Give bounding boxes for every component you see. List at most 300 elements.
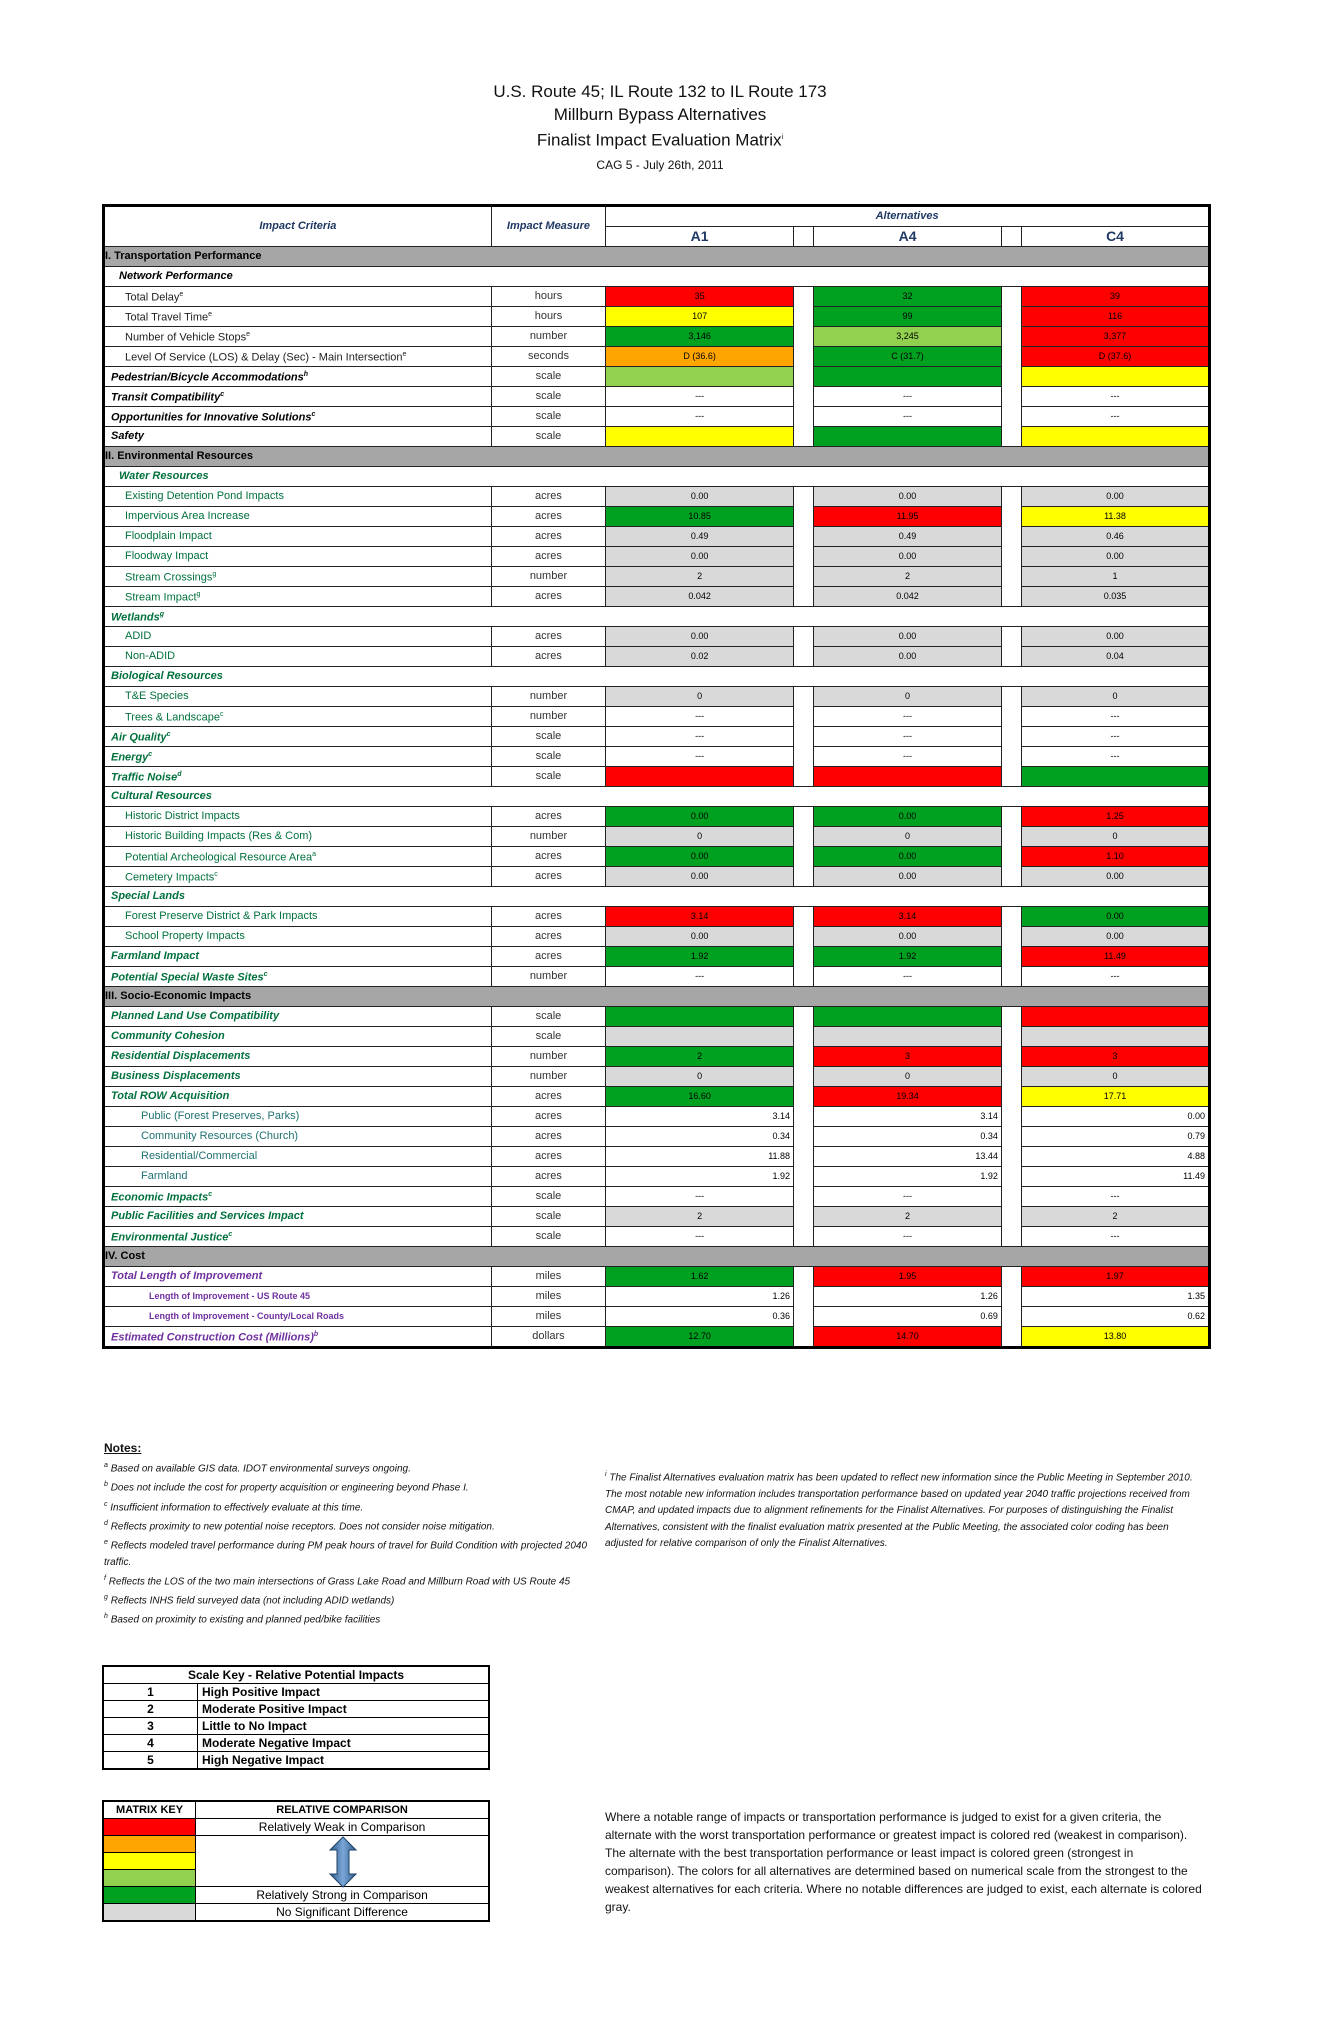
value-cell: 0.00 [1022,547,1210,567]
column-gap [794,307,814,327]
matrix-row [104,707,1210,727]
column-gap [1001,807,1021,827]
scale-key-table [102,1665,490,1770]
column-gap [794,1027,814,1047]
note-i: $^i$ The Finalist Alternatives evaluation matrix has been updated to reflect new information since the Public Meeting in September 2010. The most notable new information includes transportation performance based on updated year 2040 traffic projections received from CMAP, and updated impacts due to alignment refinements for the Finalist Alternatives. For purposes of distinguishing the Finalist Alternatives, consistent with the finalist evaluation matrix presented at the Public Meeting, the associated color coding has been adjusted for relative comparison of only the Finalist Alternatives. [605,1471,1193,1550]
double-arrow-icon [328,1836,358,1888]
matrix-key-swatch-orange [103,1836,196,1853]
value-cell: 0.00 [814,927,1002,947]
column-gap [1001,927,1021,947]
value-cell: 0.00 [606,807,794,827]
column-gap [794,867,814,887]
column-gap [1001,847,1021,867]
matrix-row [104,587,1210,607]
scale-label: High Negative Impact [198,1752,490,1770]
matrix-key-table [102,1800,490,1922]
criteria-cell: Total ROW Acquisition [104,1087,492,1107]
column-gap [1001,907,1021,927]
value-cell: 0.49 [814,527,1002,547]
matrix-row [104,607,1210,627]
measure-cell: acres [491,507,606,527]
matrix-row [104,927,1210,947]
value-cell: 0.00 [606,547,794,567]
no-difference-label: No Significant Difference [196,1904,489,1922]
matrix-row [104,827,1210,847]
scale-key-row [103,1718,489,1735]
value-cell: 17.71 [1022,1087,1210,1107]
measure-cell: number [491,567,606,587]
matrix-row [104,487,1210,507]
value-cell: --- [814,967,1002,987]
measure-cell: miles [491,1287,606,1307]
criteria-cell: Transit Compatibility$^c$ [104,387,492,407]
value-cell: 0.00 [814,867,1002,887]
value-cell: 0.00 [814,627,1002,647]
value-cell: --- [814,747,1002,767]
column-gap [794,1047,814,1067]
criteria-cell: Residential Displacements [104,1047,492,1067]
measure-cell: seconds [491,347,606,367]
arrow-cell [196,1836,489,1887]
scale-label: Moderate Negative Impact [198,1735,490,1752]
measure-cell: scale [491,367,606,387]
value-cell: 0 [606,687,794,707]
column-gap [794,847,814,867]
measure-cell: acres [491,527,606,547]
alt-a4-header: A4 [814,227,1002,247]
criteria-cell: Residential/Commercial [104,1147,492,1167]
scale-number: 2 [103,1701,198,1718]
value-cell: 11.88 [606,1147,794,1167]
measure-cell: dollars [491,1327,606,1348]
matrix-row [104,667,1210,687]
criteria-cell: Total Travel Time$^e$ [104,307,492,327]
value-cell: 1.97 [1022,1267,1210,1287]
column-gap [794,407,814,427]
alternatives-header: Alternatives [606,206,1210,227]
section-header: IV. Cost [104,1247,1210,1267]
value-cell: 1.92 [606,1167,794,1187]
value-cell: 0.00 [1022,927,1210,947]
relatively-weak-label: Relatively Weak in Comparison [196,1819,489,1836]
criteria-cell: Length of Improvement - US Route 45 [104,1287,492,1307]
criteria-cell: Traffic Noise$^d$ [104,767,492,787]
value-cell: 0.02 [606,647,794,667]
criteria-cell: Floodplain Impact [104,527,492,547]
value-cell: 13.80 [1022,1327,1210,1348]
matrix-row [104,647,1210,667]
value-cell: 0.00 [814,847,1002,867]
criteria-cell: Public Facilities and Services Impact [104,1207,492,1227]
column-gap [794,1087,814,1107]
column-gap [1001,407,1021,427]
column-gap [1001,547,1021,567]
column-gap [1001,687,1021,707]
value-cell: 1.25 [1022,807,1210,827]
value-cell: 0.04 [1022,647,1210,667]
column-gap [794,947,814,967]
value-cell: 0.34 [606,1127,794,1147]
column-gap [1001,307,1021,327]
measure-cell: scale [491,407,606,427]
value-cell: --- [1022,707,1210,727]
matrix-row [104,767,1210,787]
matrix-row [104,807,1210,827]
value-cell: 0 [606,1067,794,1087]
column-gap [1001,487,1021,507]
column-gap [794,827,814,847]
title-line-4: CAG 5 - July 26th, 2011 [596,157,724,172]
column-gap [794,767,814,787]
column-gap [1001,1027,1021,1047]
value-cell: 1.95 [814,1267,1002,1287]
value-cell: --- [814,727,1002,747]
measure-cell: number [491,687,606,707]
column-gap [794,427,814,447]
value-cell: 3.14 [814,1107,1002,1127]
matrix-row [104,1067,1210,1087]
column-gap [1001,1047,1021,1067]
matrix-row [104,1207,1210,1227]
column-gap [794,747,814,767]
value-cell [606,367,794,387]
value-cell [606,427,794,447]
measure-cell: acres [491,627,606,647]
criteria-cell: Economic Impacts$^c$ [104,1187,492,1207]
column-gap [1001,227,1021,247]
matrix-row [104,287,1210,307]
value-cell: 0 [814,1067,1002,1087]
value-cell: --- [814,407,1002,427]
matrix-row [104,1287,1210,1307]
criteria-cell: Non-ADID [104,647,492,667]
value-cell: 16.60 [606,1087,794,1107]
matrix-row [104,327,1210,347]
value-cell: 3.14 [606,907,794,927]
column-gap [1001,287,1021,307]
matrix-row [104,1007,1210,1027]
group-header: Wetlands$^g$ [104,607,1210,627]
column-gap [794,907,814,927]
column-gap [794,687,814,707]
column-gap [794,507,814,527]
value-cell: 0.34 [814,1127,1002,1147]
group-header: Network Performance [104,267,1210,287]
matrix-row [104,267,1210,287]
measure-cell: scale [491,1187,606,1207]
column-gap [1001,747,1021,767]
matrix-row [104,507,1210,527]
note-item: $^d$ Reflects proximity to new potential noise receptors. Does not consider noise mitigation. [104,1519,495,1533]
matrix-row [104,727,1210,747]
column-gap [1001,1187,1021,1207]
value-cell [814,1007,1002,1027]
value-cell: 0.62 [1022,1307,1210,1327]
column-gap [794,527,814,547]
value-cell: 0 [1022,827,1210,847]
column-gap [1001,727,1021,747]
value-cell: 1.92 [606,947,794,967]
matrix-row [104,1087,1210,1107]
matrix-row [104,907,1210,927]
column-gap [1001,427,1021,447]
column-gap [1001,1127,1021,1147]
matrix-row [104,947,1210,967]
column-gap [1001,1287,1021,1307]
criteria-cell: Historic District Impacts [104,807,492,827]
measure-cell: scale [491,1207,606,1227]
matrix-row [104,627,1210,647]
title-line-1: U.S. Route 45; IL Route 132 to IL Route 173 [493,82,827,101]
value-cell: 0.79 [1022,1127,1210,1147]
value-cell: 0.035 [1022,587,1210,607]
column-gap [794,967,814,987]
criteria-cell: Level Of Service (LOS) & Delay (Sec) - Main Intersection$^e$ [104,347,492,367]
criteria-cell: Existing Detention Pond Impacts [104,487,492,507]
value-cell: 0 [1022,1067,1210,1087]
column-gap [794,727,814,747]
matrix-key-swatch-red [103,1819,196,1836]
criteria-cell: Potential Special Waste Sites$^c$ [104,967,492,987]
notes-section [104,1440,604,1629]
matrix-row [104,567,1210,587]
value-cell [1022,1027,1210,1047]
column-gap [794,1067,814,1087]
value-cell: 1.26 [606,1287,794,1307]
value-cell: 0.00 [1022,487,1210,507]
value-cell: 1.92 [814,1167,1002,1187]
matrix-row [104,447,1210,467]
value-cell: 0.00 [1022,907,1210,927]
value-cell: 0.00 [606,927,794,947]
criteria-cell: Energy$^c$ [104,747,492,767]
column-gap [794,1287,814,1307]
value-cell: --- [814,1227,1002,1247]
matrix-row [104,867,1210,887]
column-gap [794,387,814,407]
criteria-cell: Safety [104,427,492,447]
column-gap [1001,367,1021,387]
value-cell: --- [1022,727,1210,747]
value-cell: 4.88 [1022,1147,1210,1167]
measure-cell: acres [491,587,606,607]
value-cell: 0.042 [606,587,794,607]
note-item: $^g$ Reflects INHS field surveyed data (not including ADID wetlands) [104,1593,395,1607]
measure-cell: acres [491,867,606,887]
value-cell: 0.00 [814,547,1002,567]
matrix-row [104,1247,1210,1267]
measure-cell: number [491,967,606,987]
matrix-row [104,427,1210,447]
column-gap [1001,1107,1021,1127]
column-gap [794,227,814,247]
value-cell: --- [1022,967,1210,987]
value-cell: --- [1022,387,1210,407]
value-cell: 19.34 [814,1087,1002,1107]
value-cell: --- [814,1187,1002,1207]
value-cell: 0.00 [606,847,794,867]
criteria-cell: Historic Building Impacts (Res & Com) [104,827,492,847]
value-cell [606,1007,794,1027]
column-gap [794,1127,814,1147]
measure-cell: acres [491,1167,606,1187]
matrix-row [104,687,1210,707]
value-cell: 1.62 [606,1267,794,1287]
matrix-row [104,467,1210,487]
value-cell: 0 [814,827,1002,847]
value-cell: 3 [1022,1047,1210,1067]
value-cell: 14.70 [814,1327,1002,1348]
value-cell: 99 [814,307,1002,327]
criteria-cell: Stream Impact$^g$ [104,587,492,607]
column-gap [1001,1307,1021,1327]
criteria-cell: Public (Forest Preserves, Parks) [104,1107,492,1127]
value-cell: 10.85 [606,507,794,527]
measure-cell: acres [491,1147,606,1167]
column-gap [1001,867,1021,887]
criteria-cell: ADID [104,627,492,647]
value-cell: 11.95 [814,507,1002,527]
criteria-cell: Business Displacements [104,1067,492,1087]
column-gap [794,927,814,947]
scale-key-row [103,1701,489,1718]
criteria-cell: Farmland Impact [104,947,492,967]
impact-criteria-header: Impact Criteria [104,206,492,247]
value-cell: 0.00 [606,487,794,507]
value-cell [1022,1007,1210,1027]
measure-cell: number [491,327,606,347]
column-gap [794,647,814,667]
matrix-row [104,547,1210,567]
section-header: I. Transportation Performance [104,247,1210,267]
column-gap [1001,947,1021,967]
scale-key-row [103,1684,489,1701]
document-header [0,80,1320,174]
column-gap [1001,527,1021,547]
column-gap [1001,1267,1021,1287]
note-item: $^e$ Reflects modeled travel performance during PM peak hours of travel for Build Condition with projected 2040 traffic. [104,1539,588,1568]
value-cell: 3 [814,1047,1002,1067]
column-gap [794,1267,814,1287]
measure-cell: acres [491,487,606,507]
matrix-key-swatch-yellow [103,1853,196,1870]
column-gap [794,327,814,347]
matrix-key-swatch-light-green [103,1870,196,1887]
note-item: $^b$ Does not include the cost for property acquisition or engineering beyond Phase I. [104,1481,469,1494]
impact-measure-header: Impact Measure [491,206,606,247]
matrix-row [104,1227,1210,1247]
criteria-cell: Estimated Construction Cost (Millions)$^b$ [104,1327,492,1348]
column-gap [794,1147,814,1167]
column-gap [794,1167,814,1187]
value-cell: 1.92 [814,947,1002,967]
criteria-cell: Community Resources (Church) [104,1127,492,1147]
value-cell [814,767,1002,787]
measure-cell: acres [491,647,606,667]
column-gap [794,807,814,827]
measure-cell: scale [491,1007,606,1027]
value-cell: --- [606,727,794,747]
value-cell: 2 [606,1047,794,1067]
value-cell: 0.00 [814,647,1002,667]
matrix-row [104,347,1210,367]
matrix-row [104,887,1210,907]
note-item: $^f$ Reflects the LOS of the two main intersections of Grass Lake Road and Millburn Road with US Route 45 [104,1574,571,1587]
measure-cell: acres [491,1087,606,1107]
value-cell: 0.36 [606,1307,794,1327]
note-item: $^a$ Based on available GIS data. IDOT environmental surveys ongoing. [104,1462,411,1475]
value-cell: --- [814,707,1002,727]
measure-cell: acres [491,807,606,827]
criteria-cell: Opportunities for Innovative Solutions$^c$ [104,407,492,427]
value-cell [606,767,794,787]
matrix-row [104,247,1210,267]
value-cell: 0.69 [814,1307,1002,1327]
measure-cell: miles [491,1267,606,1287]
criteria-cell: Environmental Justice$^c$ [104,1227,492,1247]
matrix-row [104,1047,1210,1067]
scale-number: 3 [103,1718,198,1735]
value-cell: --- [606,1227,794,1247]
column-gap [794,347,814,367]
scale-number: 1 [103,1684,198,1701]
value-cell [814,427,1002,447]
column-gap [1001,1087,1021,1107]
value-cell: 35 [606,287,794,307]
column-gap [794,1227,814,1247]
matrix-row [104,787,1210,807]
value-cell [1022,767,1210,787]
measure-cell: number [491,827,606,847]
measure-cell: scale [491,767,606,787]
criteria-cell: T&E Species [104,687,492,707]
matrix-key-swatch-gray [103,1904,196,1922]
criteria-cell: Number of Vehicle Stops$^e$ [104,327,492,347]
column-gap [794,627,814,647]
measure-cell: scale [491,727,606,747]
column-gap [1001,327,1021,347]
value-cell: --- [606,707,794,727]
value-cell: 13.44 [814,1147,1002,1167]
column-gap [1001,647,1021,667]
value-cell: 2 [606,1207,794,1227]
matrix-row [104,987,1210,1007]
value-cell: 3.14 [606,1107,794,1127]
title-line-2: Millburn Bypass Alternatives [553,105,767,124]
value-cell [606,1027,794,1047]
value-cell: 0 [814,687,1002,707]
column-gap [1001,967,1021,987]
scale-key-title: Scale Key - Relative Potential Impacts [103,1666,489,1684]
criteria-cell: Pedestrian/Bicycle Accommodations$^h$ [104,367,492,387]
matrix-row [104,967,1210,987]
column-gap [794,1207,814,1227]
title-line-3: Finalist Impact Evaluation Matrix$^i$ [536,130,784,150]
alt-a1-header: A1 [606,227,794,247]
measure-cell: number [491,1067,606,1087]
value-cell: 2 [814,567,1002,587]
relative-comparison-header: RELATIVE COMPARISON [196,1801,489,1819]
column-gap [1001,767,1021,787]
value-cell [1022,367,1210,387]
criteria-cell: Total Delay$^e$ [104,287,492,307]
value-cell [814,367,1002,387]
scale-number: 4 [103,1735,198,1752]
matrix-row [104,387,1210,407]
criteria-cell: Forest Preserve District & Park Impacts [104,907,492,927]
matrix-key-header: MATRIX KEY [103,1801,196,1819]
measure-cell: acres [491,1107,606,1127]
